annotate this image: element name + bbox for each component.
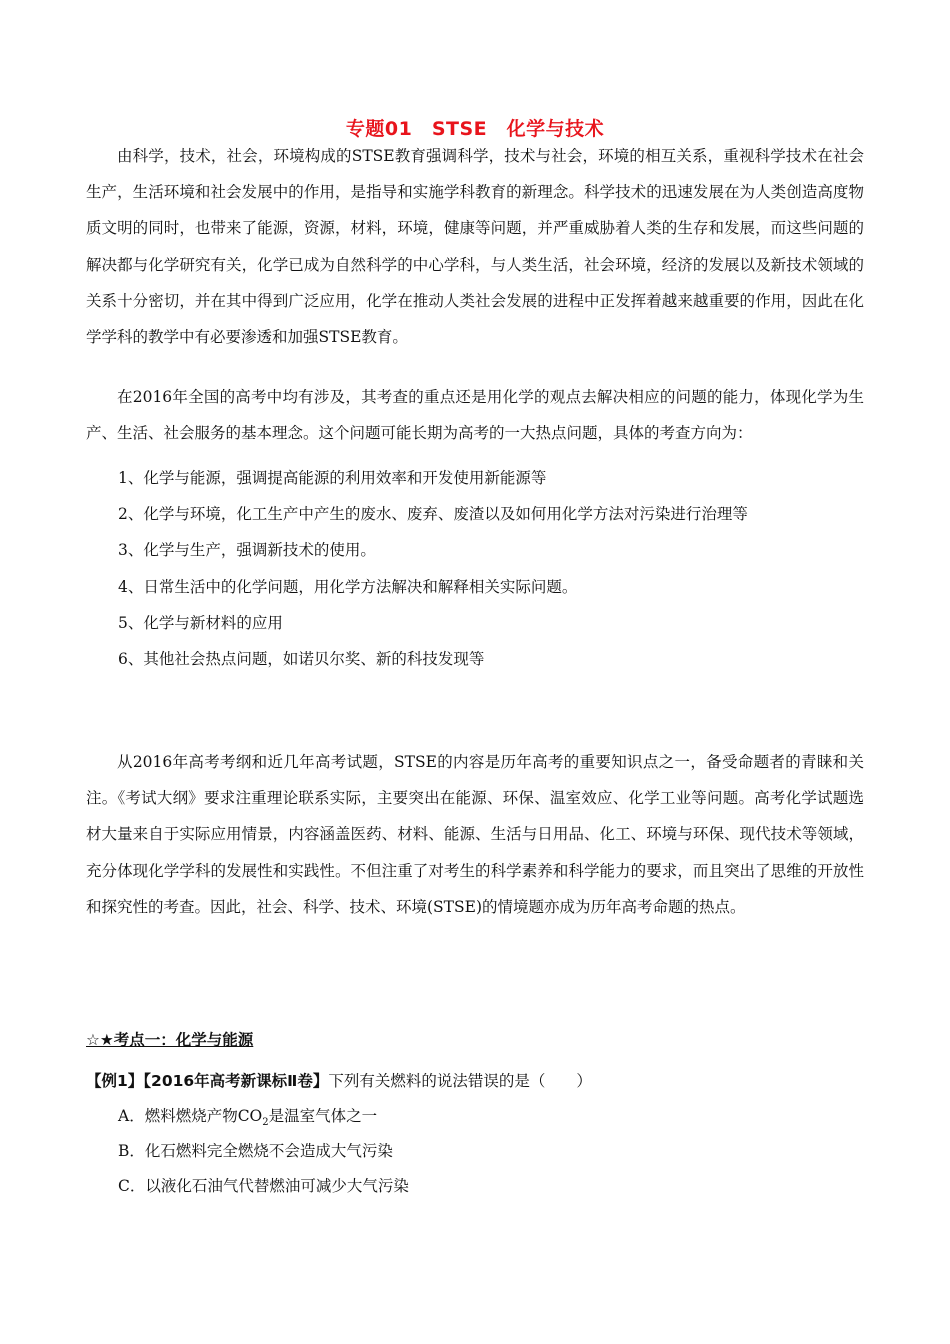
exam-paragraph: 在2016年全国的高考中均有涉及，其考查的重点还是用化学的观点去解决相应的问题的能力，体现化学为生产、生活、社会服务的基本理念。这个问题可能长期为高考的一大热点问题，具体的考查方向为： bbox=[86, 388, 864, 443]
option-b: B．化石燃料完全燃烧不会造成大气污染 bbox=[118, 1142, 393, 1160]
intro-paragraph: 由科学，技术，社会，环境构成的STSE教育强调科学，技术与社会，环境的相互关系，重视科学技术在社会生产，生活环境和社会发展中的作用，是指导和实施学科教育的新理念。科学技术的迅速发展在为人类创造高度物质文明的同时，也带来了能源，资源，材料，环境，健康等问题，并严重威胁着人类的生存和发展，而这些问题的解决都与化学研究有关，化学已成为自然科学的中心学科，与人类生活，社会环境，经济的发展以及新技术领域的关系十分密切，并在其中得到广泛应用，化学在推动人类社会发展的进程中正发挥着越来越重要的作用，因此在化学学科的教学中有必要渗透和加强STSE教育。 bbox=[86, 147, 864, 347]
direction-list bbox=[118, 460, 858, 677]
option-list bbox=[118, 1099, 409, 1204]
list-item: 1、化学与能源，强调提高能源的利用效率和开发使用新能源等 bbox=[118, 469, 547, 487]
section-heading: ☆★考点一：化学与能源 bbox=[86, 1031, 254, 1049]
list-item: 5、化学与新材料的应用 bbox=[118, 613, 283, 632]
list-item: 2、化学与环境，化工生产中产生的废水、废弃、废渣以及如何用化学方法对污染进行治理等 bbox=[118, 505, 748, 524]
example-question bbox=[86, 1069, 592, 1091]
list-item: 3、化学与生产，强调新技术的使用。 bbox=[118, 541, 376, 560]
example-source: 【2016年高考新课标Ⅱ卷】 bbox=[143, 1072, 329, 1090]
example-question-text: 下列有关燃料的说法错误的是（ ） bbox=[328, 1072, 592, 1090]
list-item: 4、日常生活中的化学问题，用化学方法解决和解释相关实际问题。 bbox=[118, 577, 578, 596]
example-tag: 【例1】 bbox=[86, 1072, 144, 1090]
page-title: 专题01 STSE 化学与技术 bbox=[345, 118, 605, 140]
syllabus-paragraph: 从2016年高考考纲和近几年高考试题，STSE的内容是历年高考的重要知识点之一，备受命题者的青睐和关注。《考试大纲》要求注重理论联系实际，主要突出在能源、环保、温室效应、化学工业等问题。高考化学试题选材大量来自于实际应用情景，内容涵盖医药、材料、能源、生活与日用品、化工、环境与环保、现代技术等领域，充分体现化学学科的发展性和实践性。不但注重了对考生的科学素养和科学能力的要求，而且突出了思维的开放性和探究性的考查。因此，社会、科学、技术、环境(STSE)的情境题亦成为历年高考命题的热点。 bbox=[86, 753, 864, 916]
option-a: A．燃料燃烧产物$CO_2$是温室气体之一 bbox=[118, 1107, 378, 1129]
list-item: 6、其他社会热点问题，如诺贝尔奖、新的科技发现等 bbox=[118, 649, 485, 668]
option-c: C．以液化石油气代替燃油可减少大气污染 bbox=[118, 1177, 409, 1195]
